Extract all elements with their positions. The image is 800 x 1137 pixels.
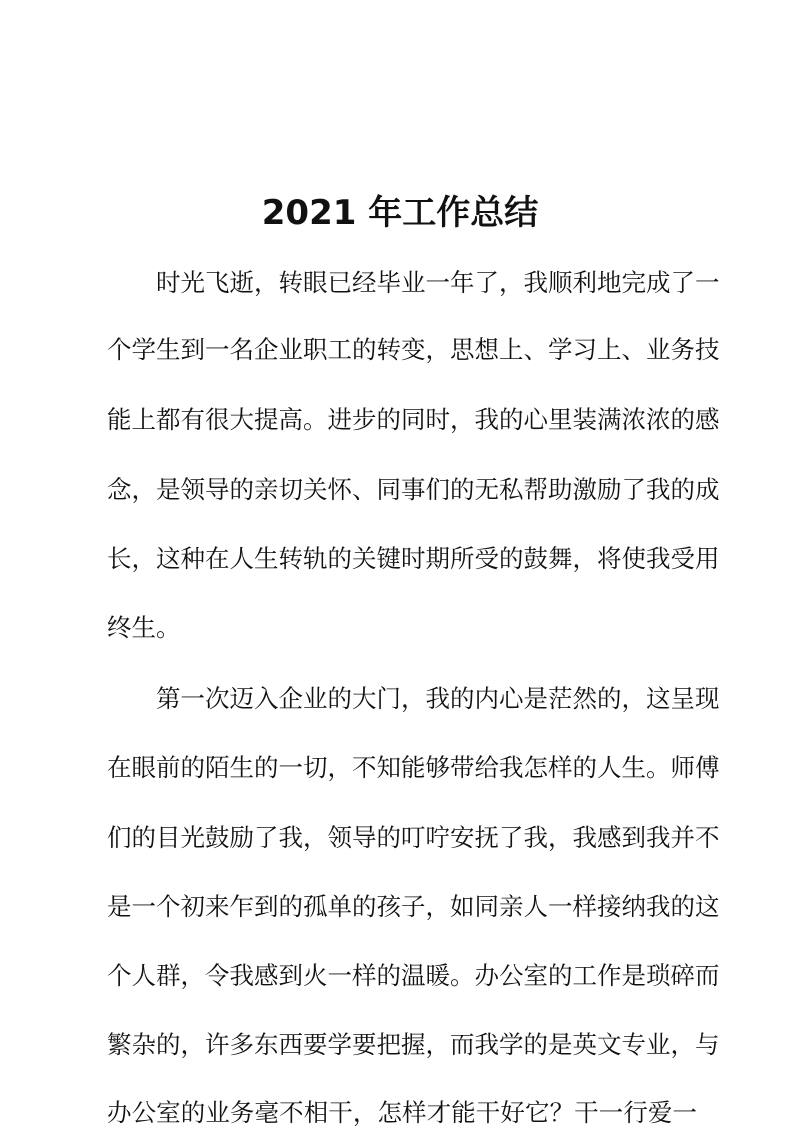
paragraph-2-line-5: 个人群，令我感到火一样的温暖。办公室的工作是琐碎而 (107, 961, 720, 990)
paragraph-1-line-3: 能上都有很大提高。进步的同时，我的心里装满浓浓的感 (107, 405, 720, 434)
paragraph-2-line-4: 是一个初来乍到的孤单的孩子，如同亲人一样接纳我的这 (107, 892, 720, 921)
paragraph-1-line-1: 时光飞逝，转眼已经毕业一年了，我顺利地完成了一 (156, 268, 720, 297)
paragraph-2-line-1: 第一次迈入企业的大门，我的内心是茫然的，这呈现 (156, 684, 720, 713)
paragraph-1-line-4: 念，是领导的亲切关怀、同事们的无私帮助激励了我的成 (107, 475, 720, 504)
paragraph-2-line-7: 办公室的业务毫不相干，怎样才能干好它？干一行爱一 (107, 1098, 697, 1127)
paragraph-2-line-3: 们的目光鼓励了我，领导的叮咛安抚了我，我感到我并不 (107, 823, 720, 852)
document-title: 2021 年工作总结 (261, 193, 539, 233)
paragraph-1-line-2: 个学生到一名企业职工的转变，思想上、学习上、业务技 (107, 335, 720, 364)
paragraph-1-line-6: 终生。 (107, 613, 181, 642)
paragraph-2-line-2: 在眼前的陌生的一切，不知能够带给我怎样的人生。师傅 (107, 753, 720, 782)
paragraph-1-line-5: 长，这种在人生转轨的关键时期所受的鼓舞，将使我受用 (107, 544, 720, 573)
paragraph-2-line-6: 繁杂的，许多东西要学要把握，而我学的是英文专业，与 (107, 1030, 720, 1059)
